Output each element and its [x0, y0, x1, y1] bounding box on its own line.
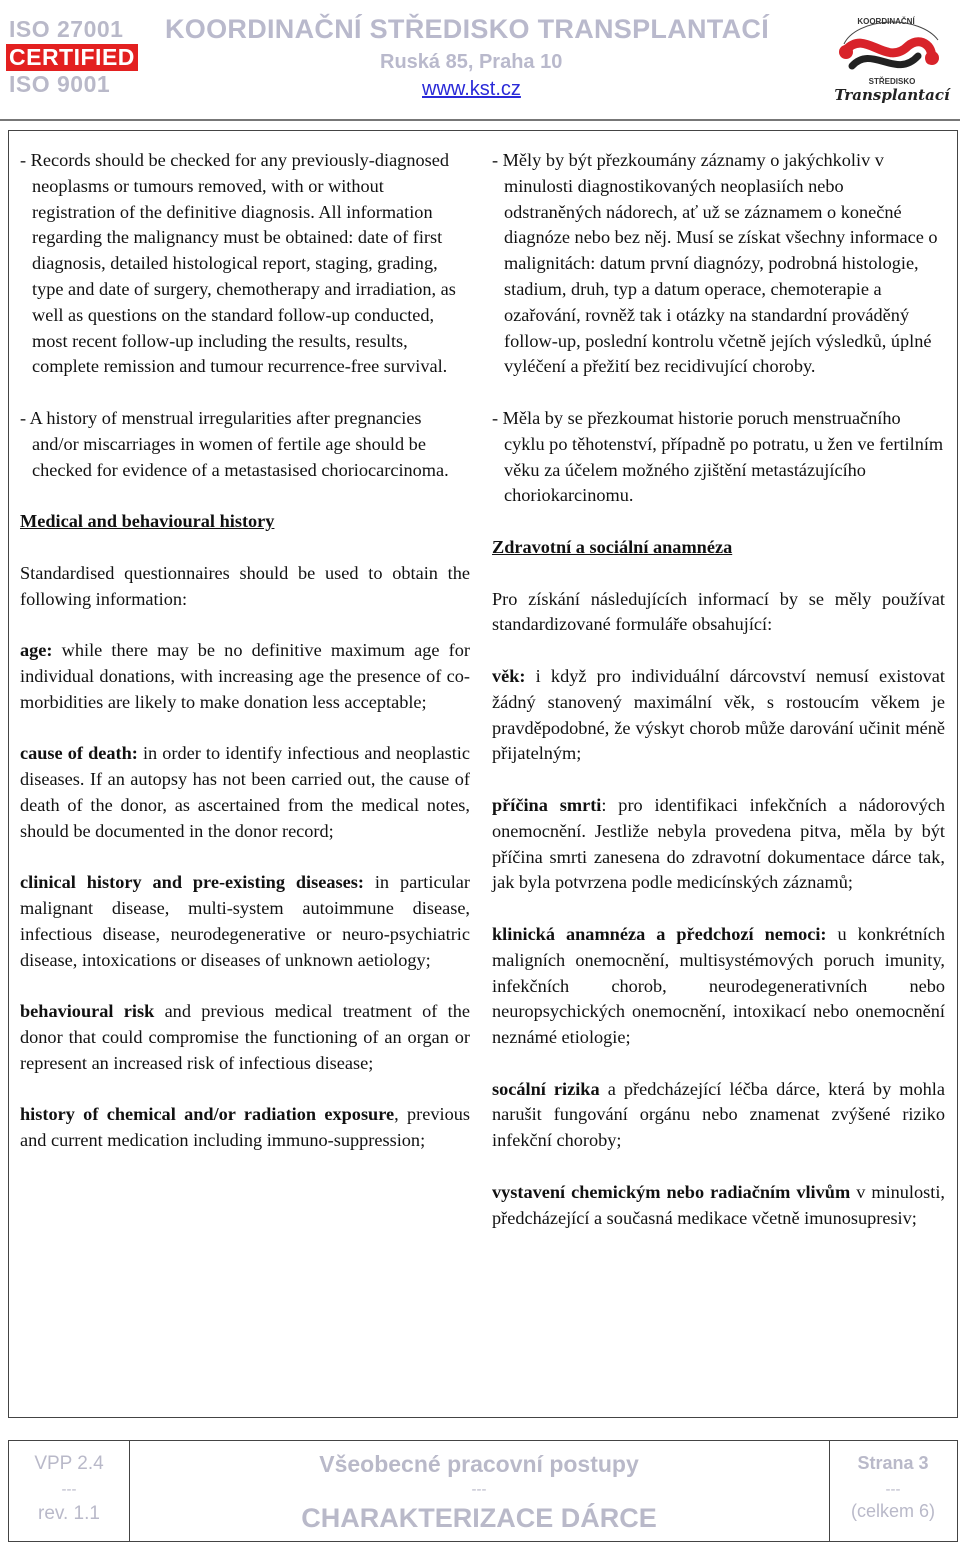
doc-subtitle: CHARAKTERIZACE DÁRCE: [301, 1503, 657, 1533]
age-item-cz: [492, 664, 945, 767]
doc-code: VPP 2.4: [34, 1453, 104, 1474]
doc-title: Všeobecné pracovní postupy: [319, 1451, 639, 1477]
behavioural-risk-label: behavioural risk: [20, 1001, 155, 1022]
website-link[interactable]: www.kst.cz: [422, 78, 521, 100]
page-number: Strana 3: [857, 1453, 929, 1473]
page-footer: [8, 1440, 958, 1542]
medical-history-heading-cz: Zdravotní a sociální anamnéza: [492, 536, 733, 557]
chemical-exposure-item-cz: [492, 1180, 945, 1232]
logo-bottom-text: Transplantací: [834, 86, 950, 104]
clinical-history-label: clinical history and pre-existing diseases:: [20, 872, 364, 893]
revision: rev. 1.1: [38, 1503, 100, 1524]
iso-27001-label: ISO 27001: [9, 16, 124, 42]
clinical-history-text-cz: u konkrétních maligních onemocnění, multisystémových poruch imunity, infekčních chorob, neurodegenerativních nebo neuropsychických onemocnění, intoxikací nebo onemocnění neznámé etiologie;: [492, 923, 945, 1048]
cause-of-death-item: [20, 741, 470, 844]
cause-of-death-item-cz: [492, 793, 945, 896]
chemical-exposure-text: , previous and current medication including immuno-suppression;: [20, 1104, 470, 1151]
clinical-history-item: [20, 870, 470, 973]
behavioural-risk-label-cz: socální rizika: [492, 1078, 600, 1099]
footer-title-cell: [129, 1441, 830, 1541]
questionnaire-intro: Standardised questionnaires should be used to obtain the following information:: [20, 562, 470, 609]
menstrual-history-paragraph: - A history of menstrual irregularities after pregnancies and/or miscarriages in women of fertile age should be checked for evidence of a metastasised choriocarcinoma.: [20, 407, 449, 480]
footer-doc-cell: [9, 1441, 130, 1541]
english-column: [20, 148, 470, 1180]
czech-column: [492, 148, 945, 1257]
medical-history-heading: Medical and behavioural history: [20, 511, 275, 532]
organization-name: KOORDINAČNÍ STŘEDISKO TRANSPLANTACÍ: [165, 14, 769, 44]
clinical-history-item-cz: [492, 922, 945, 1051]
age-label: age:: [20, 640, 53, 661]
cause-of-death-label: cause of death:: [20, 743, 138, 764]
chemical-exposure-item: [20, 1102, 470, 1154]
footer-page-cell: [829, 1441, 957, 1541]
logo-knot-mark: [839, 42, 939, 66]
header-divider: [0, 119, 960, 121]
footer-separator: ---: [471, 1481, 487, 1498]
behavioural-risk-item: [20, 999, 470, 1076]
clinical-history-text: in particular malignant disease, multi-system autoimmune disease, infectious disease, neurodegenerative or neuro-psychiatric disease, intoxications or diseases of unknown aetiology;: [20, 872, 470, 970]
age-text: while there may be no definitive maximum age for individual donations, with increasing age the presence of co-morbidities are likely to make donation less acceptable;: [20, 640, 470, 712]
logo-middle-text: STŘEDISKO: [868, 77, 916, 86]
age-text-cz: i když pro individuální dárcovství nemusí existovat žádný stanovený maximální věk, s rostoucím věkem je pravděpodobné, že výskyt chorob může darování učinit méně přijatelným;: [492, 665, 945, 764]
cause-of-death-label-cz: příčina smrti: [492, 794, 602, 815]
chemical-exposure-label: history of chemical and/or radiation exposure: [20, 1104, 395, 1125]
page-header: [0, 0, 960, 118]
logo-top-text: KOORDINAČNÍ: [857, 17, 915, 26]
behavioural-risk-text-cz: a předcházející léčba dárce, která by mohla narušit fungování orgánu nebo znamenat zvýšené riziko infekční choroby;: [492, 1078, 945, 1151]
questionnaire-intro-cz: Pro získání následujících informací by se měly používat standardizované formuláře obsahující:: [492, 588, 945, 635]
age-item: [20, 638, 470, 715]
cause-of-death-text-cz: : pro identifikaci infekčních a nádorových onemocnění. Jestliže nebyla provedena pitva, měla by být příčina smrti zanesena do zdravotní dokumentace dárce tak, jak byla potvrzena podle medicínských záznamů;: [492, 794, 945, 893]
neoplasm-records-paragraph-cz: - Měly by být přezkoumány záznamy o jakýchkoliv v minulosti diagnostikovaných neoplasiích nebo odstraněných nádorech, ať už se záznamem o konečné diagnóze nebo bez něj. Musí se získat všechny informace o malignitách: datum první diagnózy, podrobná histologie, stadium, druh, typ a datum operace, chemoterapie a ozařování, rovněž tak i otázky na standardní prováděný follow-up, poslední kontrolu včetně jejích výsledků, úplné vyléčení a přežití bez recidivující choroby.: [492, 150, 938, 377]
chemical-exposure-label-cz: vystavení chemickým nebo radiačním vlivům: [492, 1181, 851, 1202]
behavioural-risk-item-cz: [492, 1077, 945, 1154]
behavioural-risk-text: and previous medical treatment of the donor that could compromise the functioning of an organ or represent an increased risk of infectious disease;: [20, 1001, 470, 1073]
footer-separator: ---: [61, 1481, 77, 1498]
kst-logo: [826, 10, 956, 106]
iso-9001-label: ISO 9001: [9, 71, 111, 97]
footer-separator: ---: [885, 1481, 901, 1498]
clinical-history-label-cz: klinická anamnéza a předchozí nemoci:: [492, 923, 827, 944]
cause-of-death-text: in order to identify infectious and neoplastic diseases. If an autopsy has not been carried out, the cause of death of the donor, as ascertained from the medical notes, should be documented in the donor record;: [20, 743, 470, 841]
organization-address: Ruská 85, Praha 10: [380, 51, 563, 73]
menstrual-history-paragraph-cz: - Měla by se přezkoumat historie poruch menstruačního cyklu po těhotenství, případně po potratu, u žen ve fertilním věku za účelem možného zjištění metastázujícího choriokarcinomu.: [492, 407, 944, 506]
neoplasm-records-paragraph: - Records should be checked for any previously-diagnosed neoplasms or tumours removed, with or without registration of the definitive diagnosis. All information regarding the malignancy must be obtained: date of first diagnosis, detailed histological report, staging, grading, type and date of surgery, chemotherapy and irradiation, as well as questions on the standard follow-up conducted, most recent follow-up including the results, results, complete remission and tumour recurrence-free survival.: [20, 150, 456, 377]
certified-badge: CERTIFIED: [6, 44, 138, 71]
chemical-exposure-text-cz: v minulosti, předcházející a současná medikace včetně imunosupresiv;: [492, 1181, 945, 1228]
age-label-cz: věk:: [492, 665, 526, 686]
page-total: (celkem 6): [850, 1501, 935, 1521]
